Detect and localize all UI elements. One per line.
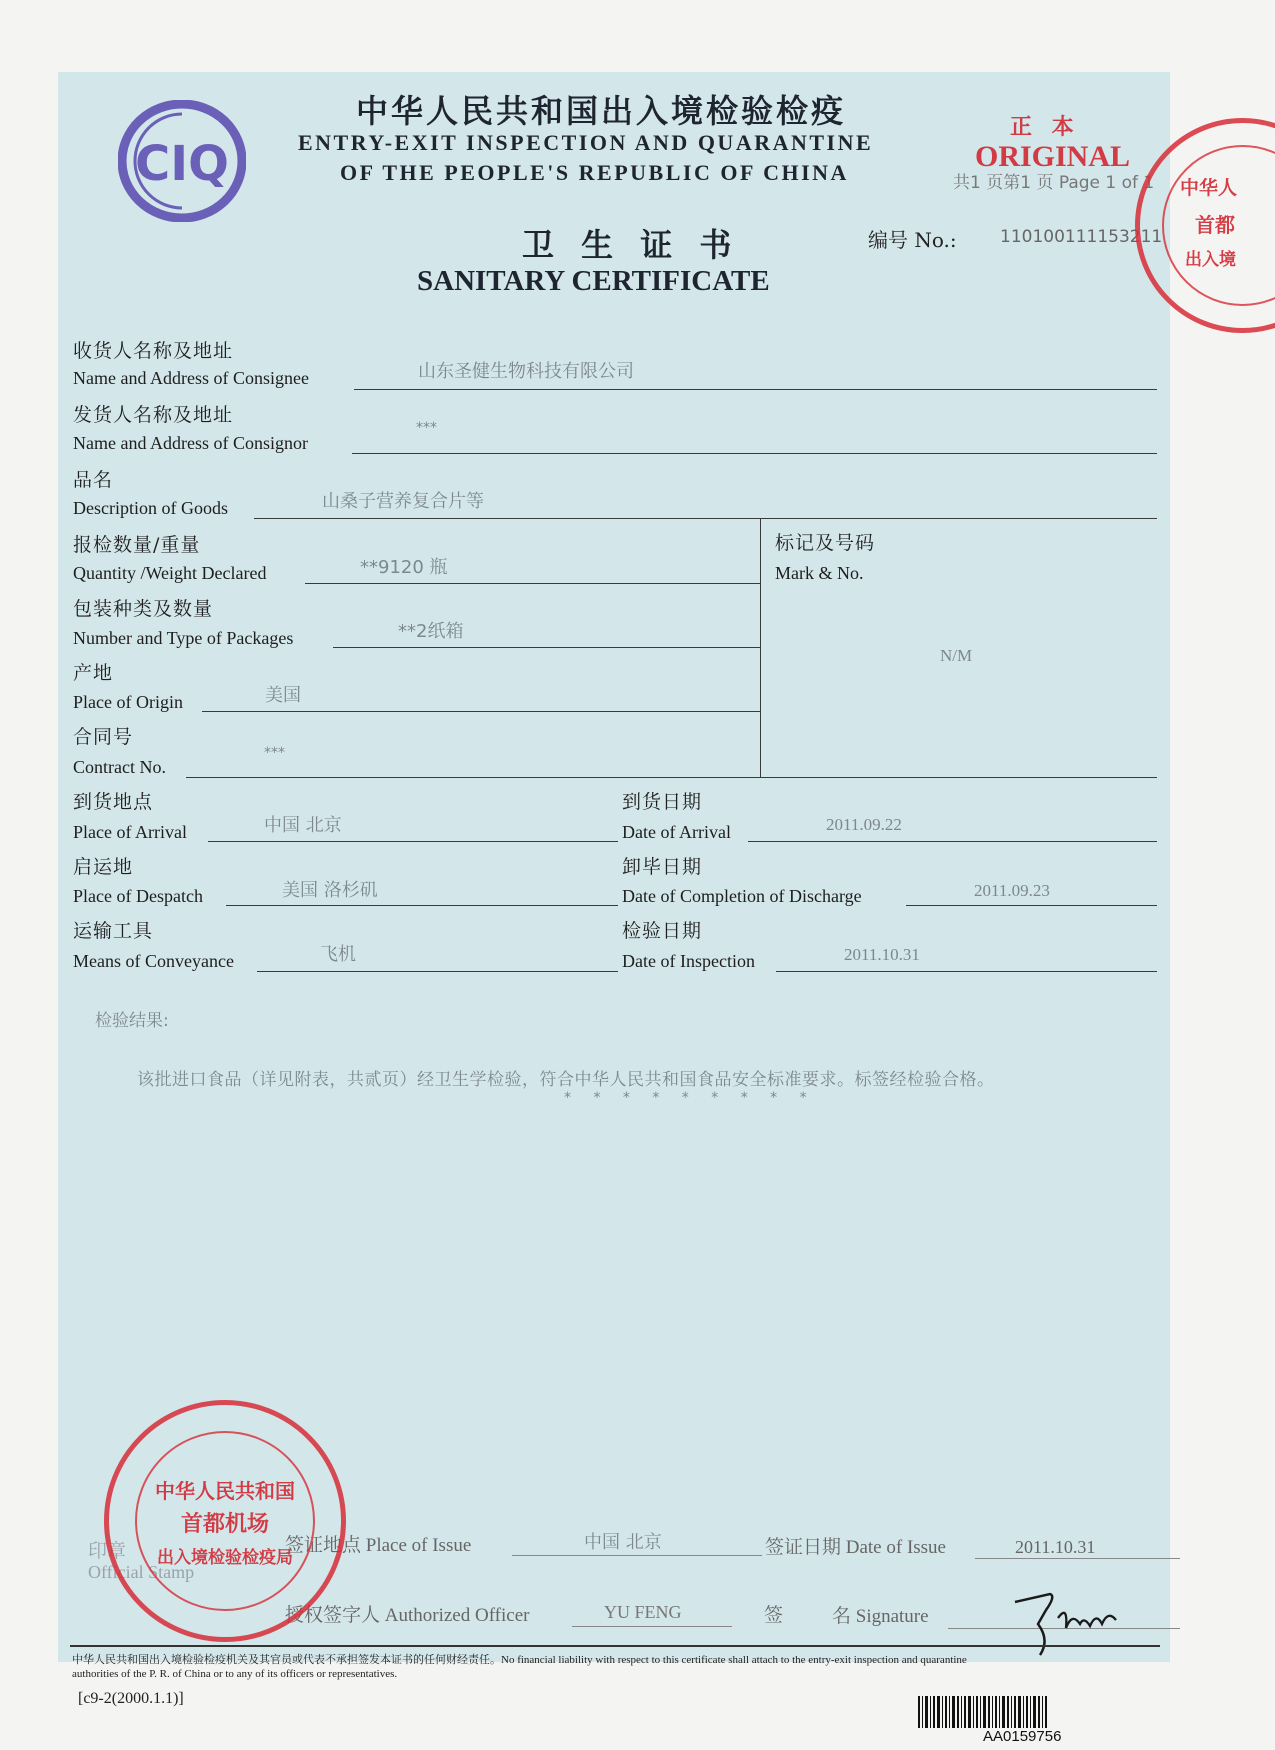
original-mark-en: ORIGINAL [975,140,1131,173]
conveyance-label-en: Means of Conveyance [73,951,234,971]
discharge-line [906,905,1157,906]
cert-no-value: 110100111153211 [1000,227,1163,247]
pkg-label-en: Number and Type of Packages [73,628,294,648]
despatch-label-cn: 启运地 [73,856,134,878]
despatch-label-en: Place of Despatch [73,886,203,906]
title-en: SANITARY CERTIFICATE [417,265,770,297]
result-stars: * * * * * * * * * [564,1090,816,1106]
footer-disclaimer-2: authorities of the P. R. of China or to any of its officers or representatives. [72,1668,398,1680]
place-of-issue-line [512,1555,762,1556]
consignor-value: *** [416,420,437,436]
mark-value: N/M [940,646,973,665]
discharge-label-en: Date of Completion of Discharge [622,886,862,906]
contract-label-cn: 合同号 [73,726,134,748]
top-seal-text-3: 出入境 [1185,250,1236,270]
result-text: 该批进口食品（详见附表，共贰页）经卫生学检验，符合中华人民共和国食品安全标准要求。标签经检验合格。 [137,1070,995,1090]
goods-label-en: Description of Goods [73,498,228,518]
pkg-line [333,647,760,648]
mark-box-divider [760,518,761,778]
arrival-date-value: 2011.09.22 [826,815,902,834]
form-code: [c9-2(2000.1.1)] [78,1690,184,1707]
goods-label-cn: 品名 [73,469,114,491]
seal-text-1: 中华人民共和国 [155,1479,295,1503]
origin-line [202,711,760,712]
official-stamp-label-cn: 印章 [88,1540,127,1562]
authorized-officer-value: YU FENG [604,1602,682,1622]
org-name-en-1: ENTRY-EXIT INSPECTION AND QUARANTINE [298,130,874,155]
mark-label-en: Mark & No. [775,563,864,583]
signature-label: 名 Signature [832,1606,929,1627]
cert-no-label: 编号 No.: [868,228,957,252]
arrival-place-label-en: Place of Arrival [73,822,187,842]
goods-line [254,518,1157,519]
consignee-label-en: Name and Address of Consignee [73,368,309,388]
inspection-line [776,971,1157,972]
arrival-date-label-en: Date of Arrival [622,822,731,842]
inspection-value: 2011.10.31 [844,945,920,964]
footer-disclaimer: 中华人民共和国出入境检验检疫机关及其官员或代表不承担签发本证书的任何财经责任。No financial liability with respect to this certificate shall attach to the entry-exit inspection and quarantine [72,1654,967,1666]
authorized-officer-line [572,1626,732,1627]
page-info: 共1 页第1 页 Page 1 of 1 [953,173,1155,193]
date-of-issue-value: 2011.10.31 [1015,1537,1096,1557]
arrival-place-label-cn: 到货地点 [73,791,154,813]
despatch-line [226,905,618,906]
goods-value: 山桑子营养复合片等 [322,491,484,512]
serial-number: AA0159756 [983,1728,1062,1745]
qty-label-cn: 报检数量/重量 [73,534,201,556]
contract-value: *** [264,745,285,761]
consignor-label-en: Name and Address of Consignor [73,433,308,453]
qty-label-en: Quantity /Weight Declared [73,563,267,583]
handwritten-signature [1010,1580,1130,1660]
top-seal-text-1: 中华人 [1180,177,1238,199]
signature-label-cn: 签 [764,1604,785,1626]
pkg-label-cn: 包装种类及数量 [73,598,214,620]
despatch-value: 美国 洛杉矶 [282,880,378,901]
seal-text-3: 出入境检验检疫局 [157,1548,293,1568]
origin-value: 美国 [265,685,301,706]
contract-line [186,777,1157,778]
org-name-en-2: OF THE PEOPLE'S REPUBLIC OF CHINA [340,160,849,185]
arrival-date-label-cn: 到货日期 [622,791,703,813]
org-name-cn: 中华人民共和国出入境检验检疫 [356,92,847,130]
inspection-label-en: Date of Inspection [622,951,755,971]
footer-rule [70,1645,1160,1647]
result-label: 检验结果: [95,1011,169,1031]
original-mark-cn: 正 本 [1010,115,1080,140]
discharge-value: 2011.09.23 [974,881,1050,900]
arrival-place-line [208,841,618,842]
consignee-value: 山东圣健生物科技有限公司 [418,361,634,382]
seal-text-2: 首都机场 [180,1512,269,1537]
arrival-date-line [748,841,1157,842]
consignee-label-cn: 收货人名称及地址 [73,340,234,362]
pkg-value: **2纸箱 [398,621,464,642]
place-of-issue-value: 中国 北京 [584,1532,662,1553]
top-seal-text-2: 首都 [1195,213,1235,237]
top-seal-stamp [1135,118,1275,333]
conveyance-line [257,971,618,972]
logo-text: CIQ [135,136,229,192]
mark-label-cn: 标记及号码 [775,532,876,554]
ciq-logo-icon [118,100,246,222]
date-of-issue-line [975,1558,1180,1559]
date-of-issue-label: 签证日期 Date of Issue [765,1537,946,1558]
official-seal-stamp [104,1400,346,1642]
conveyance-label-cn: 运输工具 [73,920,154,942]
top-seal-clip [1120,100,1275,360]
origin-label-cn: 产地 [73,662,114,684]
conveyance-value: 飞机 [320,944,356,965]
discharge-label-cn: 卸毕日期 [622,856,703,878]
consignee-line [354,389,1157,390]
contract-label-en: Contract No. [73,757,166,777]
qty-line [305,583,760,584]
title-cn: 卫 生 证 书 [522,226,740,264]
consignor-label-cn: 发货人名称及地址 [73,404,234,426]
authorized-officer-label: 授权签字人 Authorized Officer [285,1605,530,1626]
place-of-issue-label: 签证地点 Place of Issue [285,1535,472,1556]
inspection-label-cn: 检验日期 [622,920,703,942]
qty-value: **9120 瓶 [360,557,448,578]
arrival-place-value: 中国 北京 [264,815,342,836]
consignor-line [352,453,1157,454]
origin-label-en: Place of Origin [73,692,183,712]
official-stamp-label-en: Official Stamp [88,1562,195,1582]
barcode [918,1696,1049,1728]
